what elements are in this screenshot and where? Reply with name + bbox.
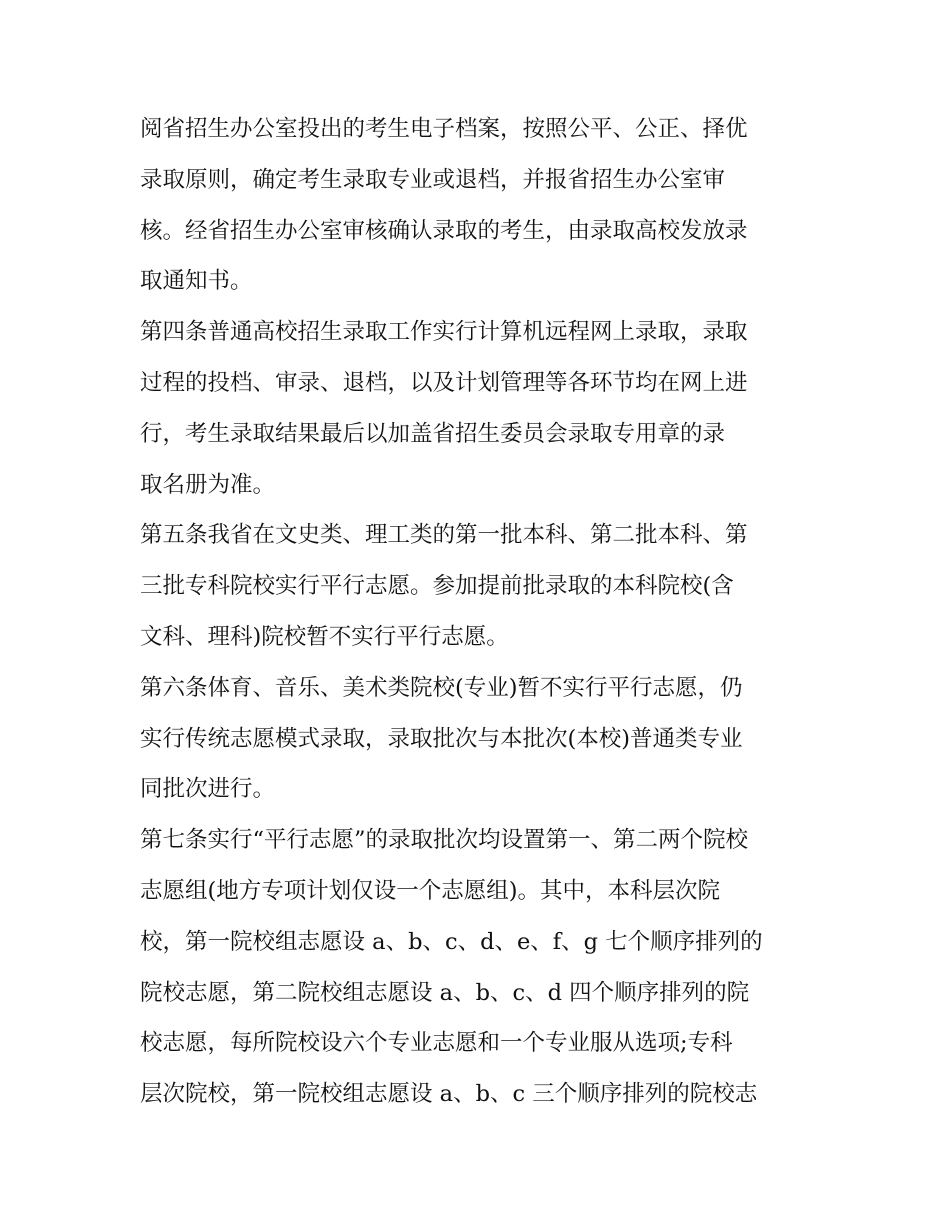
text-line: 院校志愿，第二院校组志愿设 a、b、c、d 四个顺序排列的院 [140,979,750,1006]
text-line: 录取原则，确定考生录取专业或退档，并报省招生办公室审 [140,166,726,193]
text-line: 文科、理科)院校暂不实行平行志愿。 [140,623,509,650]
text-line: 行，考生录取结果最后以加盖省招生委员会录取专用章的录 [140,420,726,447]
text-line: 层次院校，第一院校组志愿设 a、b、c 三个顺序排列的院校志 [140,1081,758,1108]
text-line: 第七条实行“平行志愿”的录取批次均设置第一、第二两个院校 [140,827,749,854]
text-line: 核。经省招生办公室审核确认录取的考生，由录取高校发放录 [140,217,748,244]
text-line: 第四条普通高校招生录取工作实行计算机远程网上录取，录取 [140,319,748,346]
text-line: 校，第一院校组志愿设 a、b、c、d、e、f、g 七个顺序排列的 [140,928,763,955]
text-line: 志愿组(地方专项计划仅设一个志愿组)。其中，本科层次院 [140,877,721,904]
text-line: 取名册为准。 [140,471,276,498]
text-line: 取通知书。 [140,268,253,295]
text-line: 实行传统志愿模式录取，录取批次与本批次(本校)普通类专业 [140,725,743,752]
text-line: 三批专科院校实行平行志愿。参加提前批录取的本科院校(含 [140,573,734,600]
text-line: 校志愿，每所院校设六个专业志愿和一个专业服从选项;专科 [140,1030,733,1057]
text-line: 阅省招生办公室投出的考生电子档案，按照公平、公正、择优 [140,116,748,142]
text-line: 第六条体育、音乐、美术类院校(专业)暂不实行平行志愿，仍 [140,674,743,701]
text-line: 过程的投档、审录、退档，以及计划管理等各环节均在网上进 [140,369,748,396]
text-line: 同批次进行。 [140,776,276,803]
document-body [140,104,820,1120]
text-line: 第五条我省在文史类、理工类的第一批本科、第二批本科、第 [140,522,748,549]
